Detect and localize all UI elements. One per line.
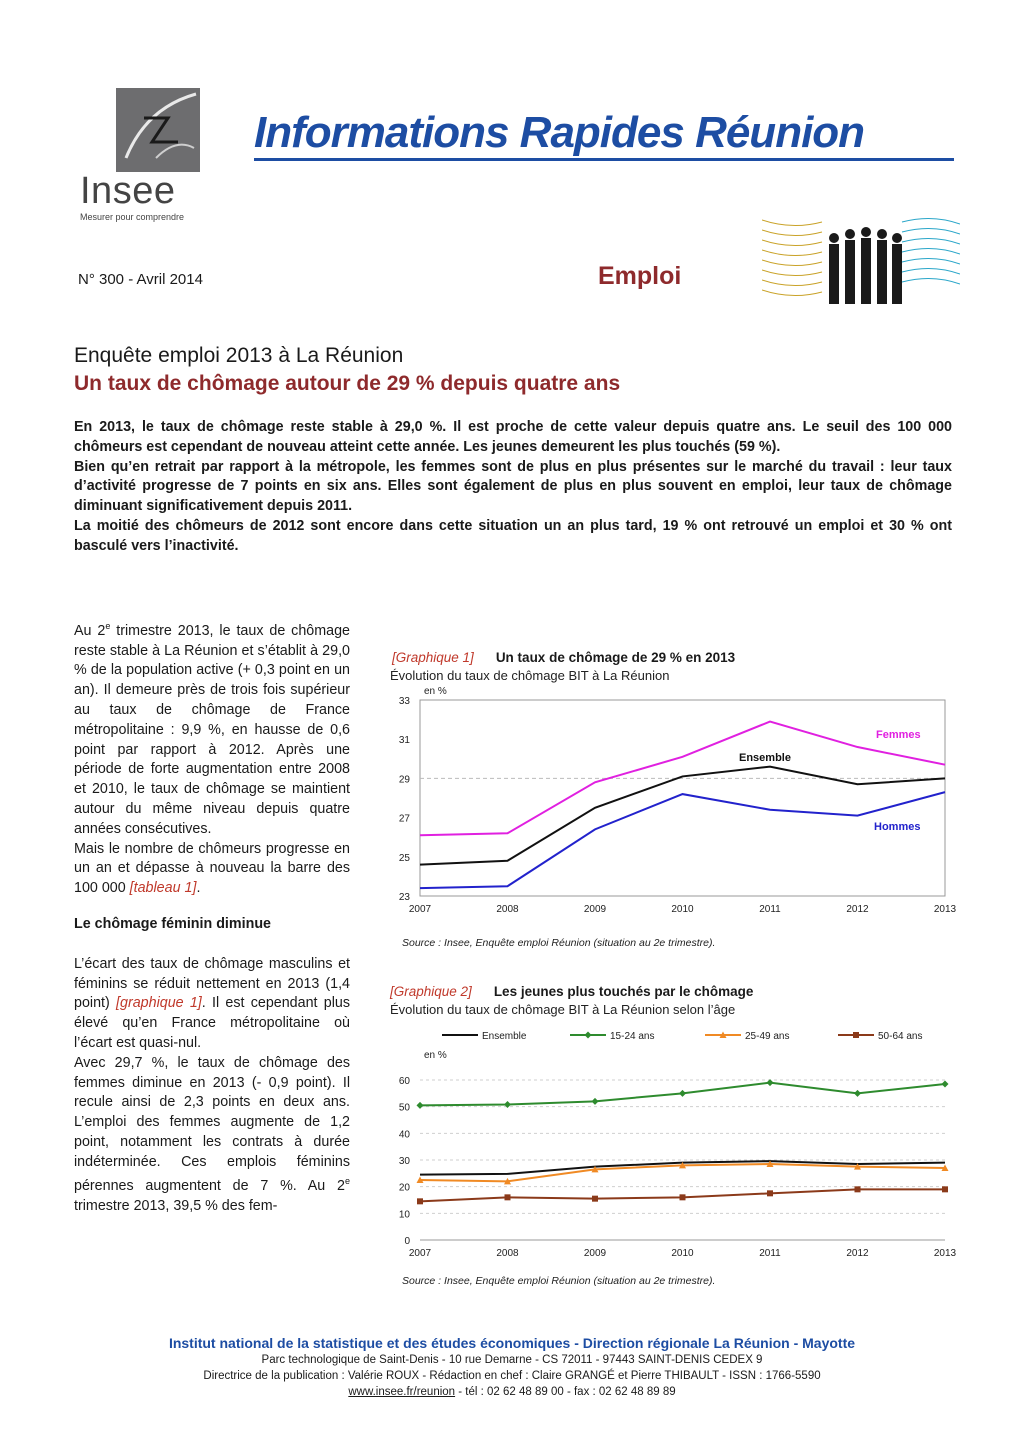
graph2-name: Les jeunes plus touchés par le chômage [493,984,754,999]
g2-data-point [767,1190,773,1196]
g1-x-tick-label: 2009 [583,904,607,915]
g1-x-tick-label: 2011 [759,904,781,915]
insee-logo [116,88,200,172]
insee-logo-graphic [116,88,200,172]
lead-paragraph [74,418,952,557]
graph1-label-ensemble: Ensemble [739,752,791,764]
g1-x-tick-label: 2013 [933,904,957,915]
graph2-legend-label: Ensemble [482,1031,527,1042]
g2-data-point [417,1102,424,1109]
g2-x-tick-label: 2008 [496,1248,519,1259]
g1-y-tick-label: 23 [398,892,410,903]
g1-y-tick-label: 25 [398,852,410,864]
masthead-underline [254,158,954,161]
g2-data-point [679,1090,686,1097]
graph2-source: Source : Insee, Enquête emploi Réunion (situation au 2e trimestre). [402,1275,716,1287]
graph2-chart [380,1022,960,1268]
g1-x-tick-label: 2012 [846,904,869,915]
g2-y-tick-label: 60 [398,1076,410,1087]
g2-data-point [854,1090,861,1097]
graph1-label-hommes: Hommes [874,821,921,833]
g1-y-tick-label: 27 [398,813,410,825]
g2-y-tick-label: 20 [398,1182,410,1194]
footer-credits: Directrice de la publication : Valérie ROUX - Rédaction en chef : Claire GRANGÉ et Pierre THIBAULT - ISSN : 1766-5590 [203,1370,821,1382]
graph2-legend-label: 50-64 ans [878,1031,923,1042]
g2-data-point [680,1194,686,1200]
lead-sentence: En 2013, le taux de chômage reste stable à 29,0 %. Il est proche de cette valeur depuis quatre ans. Le seuil des 100 000 chômeurs est cependant de nouveau atteint cette année. Les jeunes demeurent les plus touchés (59 %). [74,419,952,455]
g1-x-tick-label: 2010 [671,904,694,915]
g2-x-tick-label: 2011 [759,1248,781,1259]
g2-x-tick-label: 2007 [408,1248,432,1259]
g2-data-point [942,1186,948,1192]
graph2-legend-marker [853,1032,859,1038]
g2-y-tick-label: 0 [404,1236,410,1247]
g2-y-tick-label: 50 [398,1102,410,1114]
g2-data-point [592,1098,599,1105]
g2-data-point [942,1081,949,1088]
g1-y-tick-label: 29 [398,774,410,786]
body-paragraph: Avec 29,7 %, le taux de chômage des femmes diminue en 2013 (- 0,9 point). Il recule ainsi de 2,3 points en deux ans. L’emploi des femmes augmente de 1,2 point, notamment les contrats à durée indéterminée. Ces emplois féminins pérennes augmentent de 7 %. Au 2e trimestre 2013, 39,5 % des fem- [74,1054,350,1215]
g2-x-tick-label: 2010 [671,1248,694,1259]
graph-reference-link[interactable]: [graphique 1] [116,995,202,1012]
graph2-legend-marker [585,1032,592,1039]
body-paragraph: L’écart des taux de chômage masculins et féminins se réduit nettement en 2013 (1,4 point) [graphique 1]. Il est cependant plus élevé qu’en France métropolitaine où l’écart est quasi-nul. [74,955,350,1051]
website-link[interactable]: www.insee.fr/reunion [348,1386,456,1398]
footer-address: Parc technologique de Saint-Denis - 10 rue Demarne - CS 72011 - 97443 SAINT-DENIS CEDEX 9 [261,1354,763,1366]
graph1-plot-frame [420,700,945,896]
section-title: Le chômage féminin diminue [74,915,272,932]
g2-x-tick-label: 2012 [846,1248,869,1259]
graph2-legend-label: 15-24 ans [610,1031,655,1042]
graph2-title [390,984,753,999]
article-kicker: Enquête emploi 2013 à La Réunion [74,344,404,367]
body-column [74,617,350,1217]
graph2-subtitle: Évolution du taux de chômage BIT à La Réunion selon l’âge [390,1002,736,1017]
g1-y-tick-label: 31 [398,735,410,747]
graph1-ref: [Graphique 1] [392,650,474,665]
logo-tagline: Mesurer pour comprendre [80,212,185,222]
lead-sentence: La moitié des chômeurs de 2012 sont encore dans cette situation un an plus tard, 19 % ont retrouvé un emploi et 30 % ont basculé vers l’inactivité. [74,517,952,554]
g1-x-tick-label: 2008 [496,904,519,915]
graph1-source: Source : Insee, Enquête emploi Réunion (situation au 2e trimestre). [402,937,716,949]
g2-y-tick-label: 40 [398,1129,410,1141]
graph2-unit: en % [424,1050,447,1061]
graph1-title [392,650,735,665]
g2-data-point [767,1079,774,1086]
article-headline: Un taux de chômage autour de 29 % depuis quatre ans [74,372,621,395]
g1-series-line [420,767,945,865]
rubric-label: Emploi [598,262,682,290]
logo-wordmark: Insee [80,170,176,212]
graph2-ref: [Graphique 2] [390,984,472,999]
footer-contact: www.insee.fr/reunion - tél : 02 62 48 89 00 - fax : 02 62 48 89 89 [348,1386,676,1398]
table-reference-link[interactable]: [tableau 1] [129,880,197,897]
graph1-name: Un taux de chômage de 29 % en 2013 [495,650,736,665]
graph2-legend-label: 25-49 ans [745,1031,790,1042]
g2-y-tick-label: 30 [398,1156,410,1167]
g1-x-tick-label: 2007 [408,904,432,915]
graph1-label-femmes: Femmes [876,729,921,741]
g2-y-tick-label: 10 [398,1209,410,1221]
masthead-title: Informations Rapides Réunion [254,108,865,157]
graph1-unit: en % [424,686,447,697]
footer-institution: Institut national de la statistique et des études économiques - Direction régionale La Réunion - Mayotte [168,1335,856,1351]
body-paragraph: Au 2e trimestre 2013, le taux de chômage reste stable à La Réunion et s’établit à 29,0 % de la population active (+ 0,3 point en un an). Il demeure près de trois fois supérieur au taux de chômage de France métropolitaine : 9,9 %, en hausse de 0,6 point par rapport à 2012. Après une période de forte augmentation entre 2008 et 2010, le taux de chômage se maintient autour du même niveau depuis quatre années consécutives. [74,621,350,837]
g1-y-tick-label: 33 [398,696,410,707]
g1-series-line [420,792,945,888]
g2-x-tick-label: 2013 [933,1248,957,1259]
graph1-chart [380,684,960,928]
issue-number: N° 300 - Avril 2014 [78,271,203,288]
body-paragraph: Mais le nombre de chômeurs progresse en un an et dépasse à nouveau la barre des 100 000 [tableau 1]. [74,840,350,897]
graph1-subtitle: Évolution du taux de chômage BIT à La Réunion [390,668,670,683]
g2-data-point [855,1186,861,1192]
g2-data-point [417,1198,423,1204]
g2-x-tick-label: 2009 [583,1248,607,1259]
lead-sentence: Bien qu’en retrait par rapport à la métropole, les femmes sont de plus en plus présentes sur le marché du travail : leur taux d’activité progresse de 7 points en six ans. Elles sont également de plus en plus souvent en emploi, leur taux de chômage diminuant significativement depuis 2011. [74,458,952,515]
people-illustration [762,210,960,310]
g2-data-point [505,1194,511,1200]
g2-data-point [592,1196,598,1202]
